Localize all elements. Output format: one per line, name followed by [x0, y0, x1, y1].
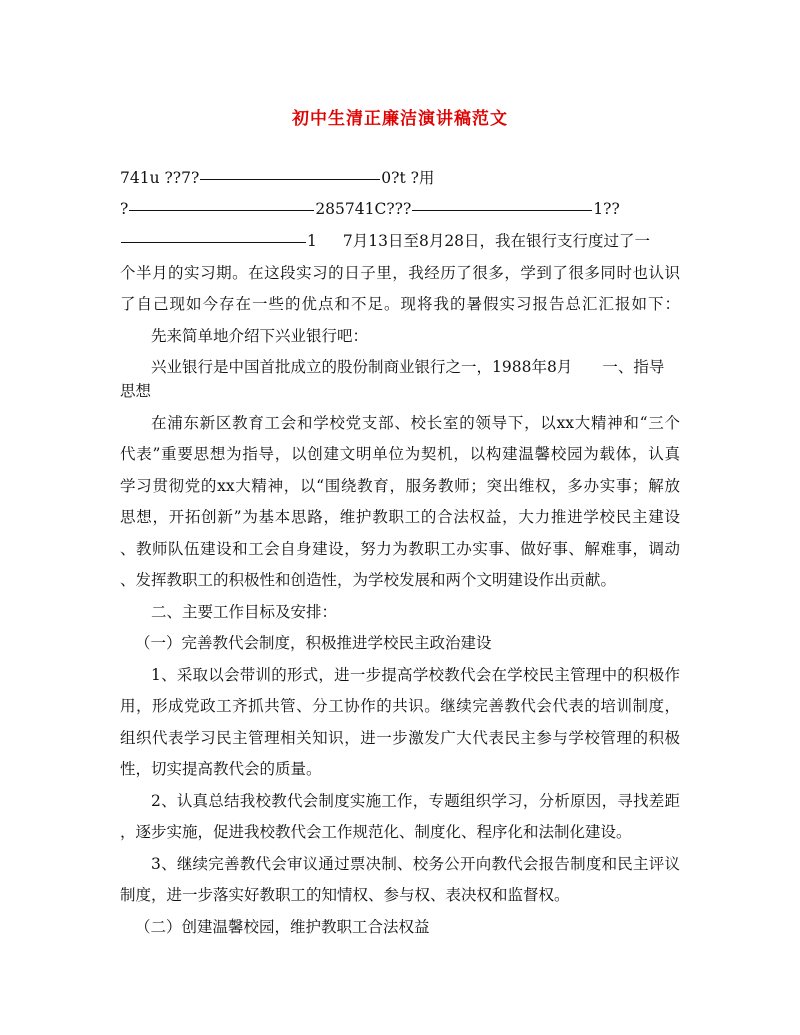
- garbled-line-3: [120, 231, 680, 251]
- paragraph-line: 、教师队伍建设和工会自身建设，努力为教职工办实事、做好事、解难事，调动: [120, 540, 680, 558]
- paragraph-line: 先来简单地介绍下兴业银行吧：: [151, 327, 369, 345]
- document-title: 初中生清正廉洁演讲稿范文: [292, 109, 508, 129]
- garbled-text: 741u ??7?: [120, 169, 200, 187]
- paragraph-line: 性，切实提高教代会的质量。: [120, 760, 322, 778]
- section-heading: 一、指导: [602, 358, 665, 376]
- paragraph-line: 制度，进一步落实好教职工的知情权、参与权、表决权和监督权。: [120, 886, 570, 904]
- paragraph-line: ，逐步实施，促进我校教代会工作规范化、制度化、程序化和法制化建设。: [120, 823, 632, 841]
- paragraph-line: 学习贯彻党的xx大精神，以“围绕教育，服务教师；突出维权，多办实事；解放: [120, 477, 680, 495]
- garbled-text: ?: [120, 200, 129, 218]
- paragraph-line: 代表”重要思想为指导，以创建文明单位为契机，以构建温馨校园为载体，认真: [120, 445, 680, 463]
- paragraph-line: 了自己现如今存在一些的优点和不足。现将我的暑假实习报告总汇汇报如下：: [120, 295, 680, 313]
- garbled-line-1: [120, 168, 680, 188]
- underline-rule: [121, 242, 306, 243]
- paragraph-line: 组织代表学习民主管理相关知识，进一步激发广大代表民主参与学校管理的积极: [120, 729, 680, 747]
- paragraph-line: 2、认真总结我校教代会制度实施工作，专题组织学习，分析原因，寻找差距: [151, 792, 680, 810]
- garbled-text: 285741C???: [315, 200, 412, 218]
- underline-rule: [129, 210, 314, 211]
- paragraph-line: 1、采取以会带训的形式，进一步提高学校教代会在学校民主管理中的积极作: [151, 666, 680, 684]
- garbled-line-2: [120, 199, 680, 219]
- paragraph-line: 思想: [120, 382, 152, 400]
- subsection-heading: （一）完善教代会制度，积极推进学校民主政治建设: [135, 634, 492, 652]
- underline-rule: [200, 179, 380, 180]
- paragraph-line: 用，形成党政工齐抓共管、分工协作的共识。继续完善教代会代表的培训制度，: [120, 697, 680, 715]
- paragraph-text: 7月13日至8月28日，我在银行支行度过了一: [342, 232, 651, 250]
- paragraph-line: 3、继续完善教代会审议通过票决制、校务公开向教代会报告制度和民主评议: [151, 855, 680, 873]
- garbled-text: 0?t ?用: [381, 169, 435, 187]
- paragraph-line: 在浦东新区教育工会和学校党支部、校长室的领导下，以xx大精神和“三个: [151, 414, 680, 432]
- subsection-heading: （二）创建温馨校园，维护教职工合法权益: [135, 918, 430, 936]
- garbled-text: 1??: [593, 200, 620, 218]
- paragraph-line: 思想，开拓创新”为基本思路，维护教职工的合法权益，大力推进学校民主建设: [120, 508, 680, 526]
- garbled-text: 1: [307, 232, 317, 250]
- paragraph-line: [120, 357, 711, 377]
- section-heading: 二、主要工作目标及安排：: [151, 603, 338, 621]
- paragraph-line: 个半月的实习期。在这段实习的日子里，我经历了很多，学到了很多同时也认识: [120, 264, 680, 282]
- paragraph-text: 兴业银行是中国首批成立的股份制商业银行之一，1988年8月: [151, 358, 573, 376]
- underline-rule: [412, 210, 592, 211]
- paragraph-line: 、发挥教职工的积极性和创造性，为学校发展和两个文明建设作出贡献。: [120, 571, 617, 589]
